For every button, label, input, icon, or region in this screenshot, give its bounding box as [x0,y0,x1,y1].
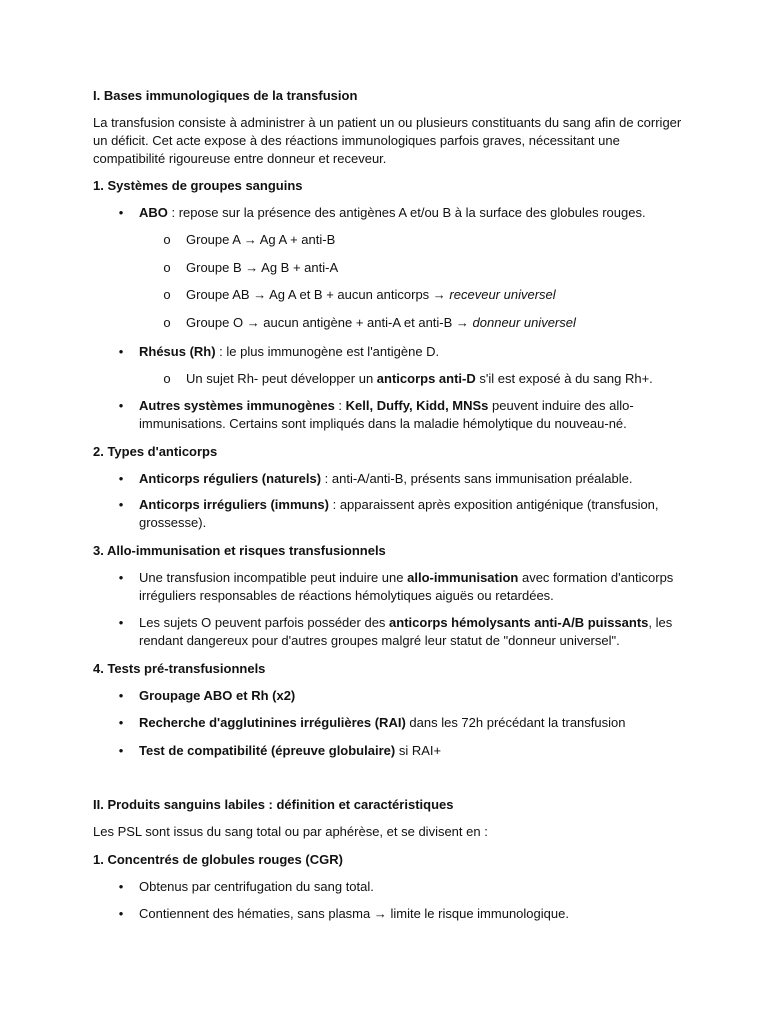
rh-item: Rhésus (Rh) : le plus immunogène est l'antigène D. [139,344,440,359]
group-item: Groupe AB → Ag A et B + aucun anticorps → receveur universel [186,287,556,302]
abo-text: : repose sur la présence des antigènes A et/ou B à la surface des globules rouges. [167,205,646,220]
bullet-icon: • [118,906,124,921]
sub-bullet-icon [162,231,172,249]
abo-label: ABO [139,205,168,220]
bullet-icon [116,470,126,488]
bullet-icon [116,343,126,361]
section2-intro: Les PSL sont issus du sang total ou par aphérèse, et se divisent en : [93,824,488,839]
abo-item [139,204,684,222]
sub-bullet-icon [162,259,172,277]
bullet-icon [116,496,126,514]
sub-bullet-icon [162,370,172,388]
bullet-icon [116,714,126,732]
group-item: Groupe O → aucun antigène + anti-A et anti-B → donneur universel [186,315,576,330]
antibody-item: Anticorps irréguliers (immuns) : apparaissent après exposition antigénique (transfusion, grossesse). [139,497,659,530]
bullet-icon [116,397,126,415]
other-systems-item: Autres systèmes immunogènes : Kell, Duffy, Kidd, MNSs peuvent induire des allo-immunisations. Certains sont impliqués dans la maladie hémolytique du nouveau-né. [139,398,634,431]
bullet-icon [116,204,126,222]
bullet-icon [116,569,126,587]
section2-sub1-title: 1. Concentrés de globules rouges (CGR) [93,852,343,867]
cgr-item: Obtenus par centrifugation du sang total. [139,879,374,894]
sub-bullet-icon [162,314,172,332]
sub2-title: 2. Types d'anticorps [93,444,218,459]
antibody-item: Anticorps réguliers (naturels) : anti-A/anti-B, présents sans immunisation préalable. [139,471,633,486]
sub3-title: 3. Allo-immunisation et risques transfusionnels [93,543,386,558]
allo-item: Une transfusion incompatible peut induire une allo-immunisation avec formation d'anticorps irréguliers responsables de réactions hémolytiques aiguës ou retardées. [139,570,674,603]
test-item: Test de compatibilité (épreuve globulaire) si RAI+ [139,743,442,758]
section1-intro: La transfusion consiste à administrer à un patient un ou plusieurs constituants du sang afin de corriger un déficit. Cet acte expose à des réactions immunologiques parfois graves, nécessitant une compatibilité rigoureuse entre donneur et receveur. [93,115,682,166]
bullet-icon: • [118,879,124,894]
sub-bullet-icon [162,286,172,304]
sub4-title: 4. Tests pré-transfusionnels [93,661,266,676]
sub1-title: 1. Systèmes de groupes sanguins [93,178,303,193]
group-item: Groupe B → Ag B + anti-A [186,260,339,275]
test-item: Groupage ABO et Rh (x2) [139,688,296,703]
test-item: Recherche d'agglutinines irrégulières (RAI) dans les 72h précédant la transfusion [139,715,626,730]
bullet-icon [116,687,126,705]
rh-sub-item: Un sujet Rh- peut développer un anticorps anti-D s'il est exposé à du sang Rh+. [186,371,653,386]
bullet-icon [116,742,126,760]
bullet-icon [116,614,126,632]
allo-item: Les sujets O peuvent parfois posséder des anticorps hémolysants anti-A/B puissants, les rendant dangereux pour d'autres groupes malgré leur statut de "donneur universel". [139,615,673,648]
section2-title: II. Produits sanguins labiles : définition et caractéristiques [93,797,454,812]
cgr-item: Contiennent des hématies, sans plasma → limite le risque immunologique. [139,906,569,921]
section1-title: I. Bases immunologiques de la transfusion [93,88,358,103]
group-item: Groupe A → Ag A + anti-B [186,232,336,247]
